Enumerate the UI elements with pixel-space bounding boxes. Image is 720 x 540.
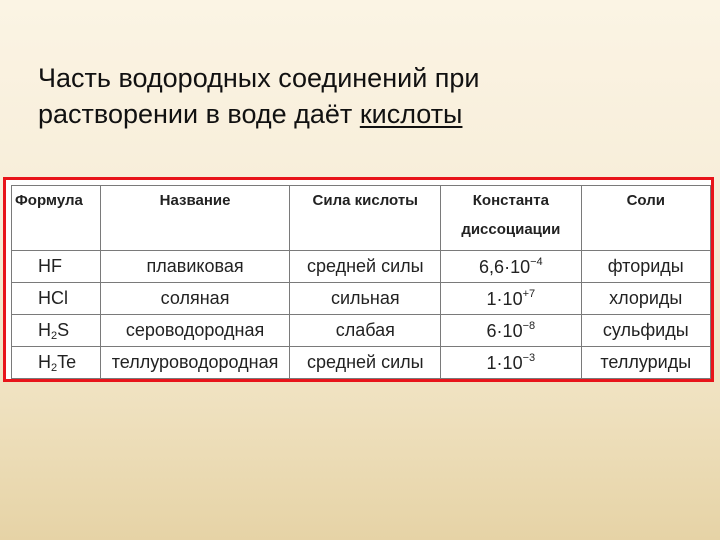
acid-table-frame [3,177,714,382]
header-name: Название [100,186,290,251]
header-formula: Формула [12,186,101,251]
cell-strength: сильная [290,283,441,315]
cell-constant: $6,6\cdot 10^{-4}$ [441,251,581,283]
table-header-row [12,186,711,251]
table-row [12,283,711,315]
slide-title [38,60,678,132]
cell-constant: $1\cdot 10^{+7}$ [441,283,581,315]
cell-name: сероводородная [100,315,290,347]
cell-constant: $6\cdot 10^{-8}$ [441,315,581,347]
table-row [12,251,711,283]
header-strength: Сила кислоты [290,186,441,251]
cell-name: соляная [100,283,290,315]
table-row [12,315,711,347]
cell-salts: сульфиды [581,315,710,347]
acid-table [11,185,711,379]
table-row [12,347,711,379]
cell-name: теллуроводородная [100,347,290,379]
cell-strength: слабая [290,315,441,347]
title-line-2-text: растворении в воде даёт [38,99,360,129]
cell-formula: HF [12,251,101,283]
title-line-2 [38,96,678,132]
cell-formula: $H_2Te$ [12,347,101,379]
cell-formula: HCl [12,283,101,315]
title-underlined-word: кислоты [359,99,463,129]
cell-strength: средней силы [290,251,441,283]
header-salts: Соли [581,186,710,251]
cell-salts: фториды [581,251,710,283]
cell-formula: $H_2S$ [12,315,101,347]
title-line-1: Часть водородных соединений при [38,63,480,93]
cell-constant: $1\cdot 10^{-3}$ [441,347,581,379]
header-constant: Константа диссоциации [441,186,581,251]
cell-salts: хлориды [581,283,710,315]
cell-strength: средней силы [290,347,441,379]
cell-salts: теллуриды [581,347,710,379]
cell-name: плавиковая [100,251,290,283]
